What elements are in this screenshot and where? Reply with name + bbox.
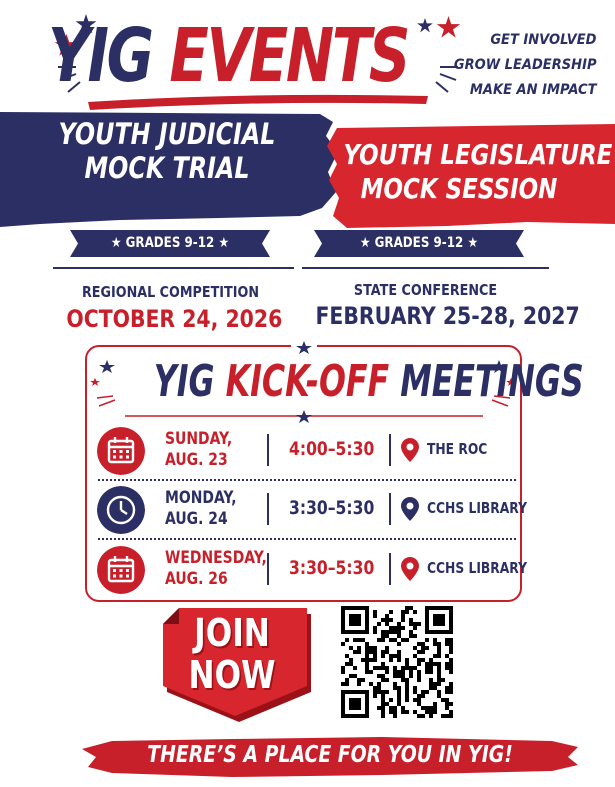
mock-trial-title <box>40 117 294 185</box>
meeting-time: 3:30–5:30 <box>289 557 375 579</box>
mock-trial-title-line-1: YOUTH JUDICIAL <box>58 117 276 151</box>
separator <box>389 553 391 585</box>
grades-right: ★ GRADES 9-12 ★ <box>359 235 479 251</box>
calendar-icon <box>97 427 145 475</box>
tagline-line-1: GET INVOLVED <box>490 32 597 48</box>
meeting-day-name: MONDAY, <box>165 488 237 508</box>
separator <box>389 493 391 525</box>
meeting-date: AUG. 26 <box>165 569 228 589</box>
regional-competition-date: OCTOBER 24, 2026 <box>66 305 283 333</box>
meeting-location: CCHS LIBRARY <box>427 499 527 517</box>
legislature-title <box>343 138 613 206</box>
meeting-row <box>95 545 527 595</box>
divider-left <box>53 267 294 269</box>
meetings-title-yig: YIG <box>153 356 215 407</box>
legislature-title-line-1: YOUTH LEGISLATURE <box>343 138 613 171</box>
divider-right <box>302 267 549 269</box>
meeting-time: 4:00–5:30 <box>289 438 375 460</box>
row-divider <box>98 538 516 540</box>
tagline-line-2: GROW LEADERSHIP <box>454 57 597 73</box>
meeting-location: THE ROC <box>427 440 488 458</box>
state-conference-label: STATE CONFERENCE <box>353 281 498 299</box>
meetings-title-meetings: MEETINGS <box>400 356 584 407</box>
grades-right-label: GRADES 9-12 <box>374 235 464 251</box>
meeting-day-name: SUNDAY, <box>165 429 233 449</box>
row-divider <box>98 479 516 481</box>
legislature-title-line-2: MOCK SESSION <box>360 172 558 205</box>
map-pin-icon <box>401 557 419 581</box>
meeting-row <box>95 485 527 535</box>
meeting-date: AUG. 23 <box>165 450 228 470</box>
grades-left: ★ GRADES 9-12 ★ <box>110 235 230 251</box>
join-label: JOIN <box>194 611 270 655</box>
regional-competition-label: REGIONAL COMPETITION <box>81 283 260 301</box>
join-now-label[interactable] <box>183 612 281 696</box>
meeting-location: CCHS LIBRARY <box>427 559 527 577</box>
map-pin-icon <box>401 438 419 462</box>
clock-icon <box>97 486 145 534</box>
separator <box>389 434 391 466</box>
logo-events: EVENTS <box>169 13 409 99</box>
tagline <box>438 28 597 103</box>
meeting-row <box>95 426 515 476</box>
separator <box>267 434 269 466</box>
qr-code[interactable] <box>341 606 453 718</box>
meeting-day <box>165 488 237 530</box>
kickoff-meetings-title <box>153 356 584 408</box>
meeting-day <box>165 429 232 471</box>
mock-trial-title-line-2: MOCK TRIAL <box>84 151 250 185</box>
tagline-line-3: MAKE AN IMPACT <box>470 82 597 98</box>
meeting-day <box>165 548 267 590</box>
calendar-icon <box>97 546 145 594</box>
separator <box>267 493 269 525</box>
meetings-title-kickoff: KICK-OFF <box>225 356 390 407</box>
meeting-time: 3:30–5:30 <box>289 497 375 519</box>
logo-yig: YIG <box>48 13 152 99</box>
meeting-day-name: WEDNESDAY, <box>165 548 267 568</box>
state-conference-date: FEBRUARY 25-28, 2027 <box>315 302 580 330</box>
footer-tagline: THERE’S A PLACE FOR YOU IN YIG! <box>147 742 513 768</box>
meeting-date: AUG. 24 <box>165 509 228 529</box>
separator <box>267 553 269 585</box>
map-pin-icon <box>401 497 419 521</box>
grades-left-label: GRADES 9-12 <box>125 235 215 251</box>
logo-title <box>48 14 408 98</box>
now-label: NOW <box>188 653 276 697</box>
